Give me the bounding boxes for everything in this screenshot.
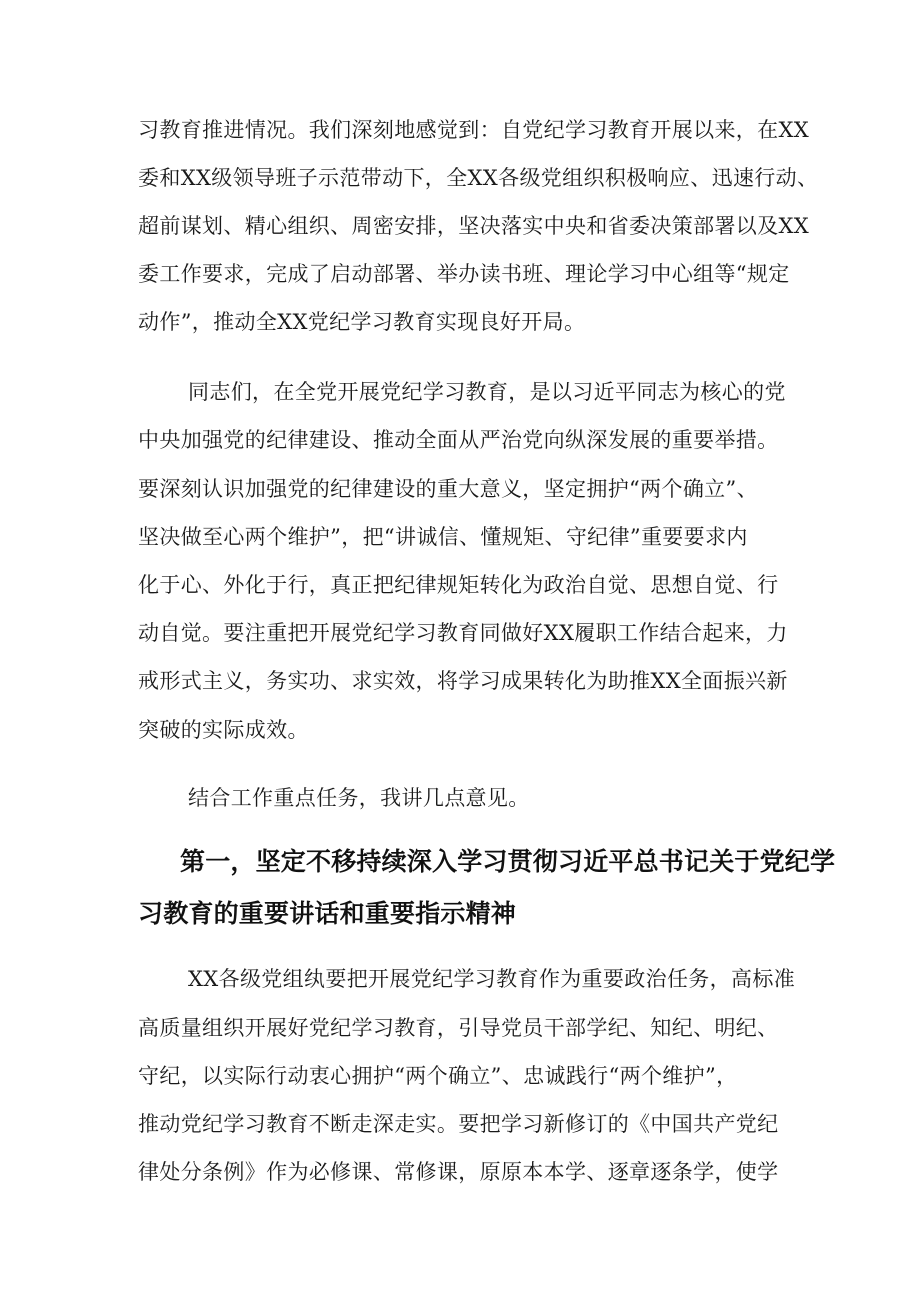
heading-line: 第一，坚定不移持续深入学习贯彻习近平总书记关于党纪学	[180, 847, 836, 876]
text-line: 要深刻认识加强党的纪律建设的重大意义，坚定拥护“两个确立”、	[138, 477, 758, 501]
text-line: 委工作要求，完成了启动部署、举办读书班、理论学习中心组等“规定	[138, 262, 790, 286]
text-line: 超前谋划、精心组织、周密安排，坚决落实中央和省委决策部署以及XX	[138, 214, 810, 238]
text-line: 动自觉。要注重把开展党纪学习教育同做好XX履职工作结合起来，力	[138, 621, 788, 645]
text-line: XX各级党组纨要把开展党纪学习教育作为重要政治任务，高标准	[188, 967, 796, 991]
text-line: 戒形式主义，务实功、求实效，将学习成果转化为助推XX全面振兴新	[138, 669, 788, 693]
text-line: 中央加强党的纪律建设、推动全面从严治党向纵深发展的重要举措。	[138, 428, 779, 452]
text-line: 委和XX级领导班子示范带动下，全XX各级党组织积极响应、迅速行动、	[138, 166, 819, 190]
heading-line: 习教育的重要讲话和重要指示精神	[138, 899, 517, 928]
text-line: 守纪，以实际行动衷心拥护“两个确立”、忠诚践行“两个维护”，	[138, 1064, 738, 1088]
text-line: 习教育推进情况。我们深刻地感觉到：自党纪学习教育开展以来，在XX	[138, 118, 810, 142]
text-line: 推动党纪学习教育不断走深走实。要把学习新修订的《中国共产党纪	[138, 1112, 779, 1136]
text-line: 化于心、外化于行，真正把纪律规矩转化为政治自觉、思想自觉、行	[138, 573, 779, 597]
text-line: 同志们，在全党开展党纪学习教育，是以习近平同志为核心的党	[188, 380, 786, 404]
text-line: 动作”，推动全XX党纪学习教育实现良好开局。	[138, 310, 586, 334]
text-line: 高质量组织开展好党纪学习教育，引导党员干部学纪、知纪、明纪、	[138, 1016, 779, 1040]
text-line: 坚决做至心两个维护”，把“讲诚信、懂规矩、守纪律”重要要求内	[138, 525, 748, 549]
text-line: 突破的实际成效。	[138, 718, 309, 742]
text-line: 律处分条例》作为必修课、常修课，原原本本学、逐章逐条学，使学	[138, 1160, 779, 1184]
text-line: 结合工作重点任务，我讲几点意见。	[188, 786, 530, 810]
